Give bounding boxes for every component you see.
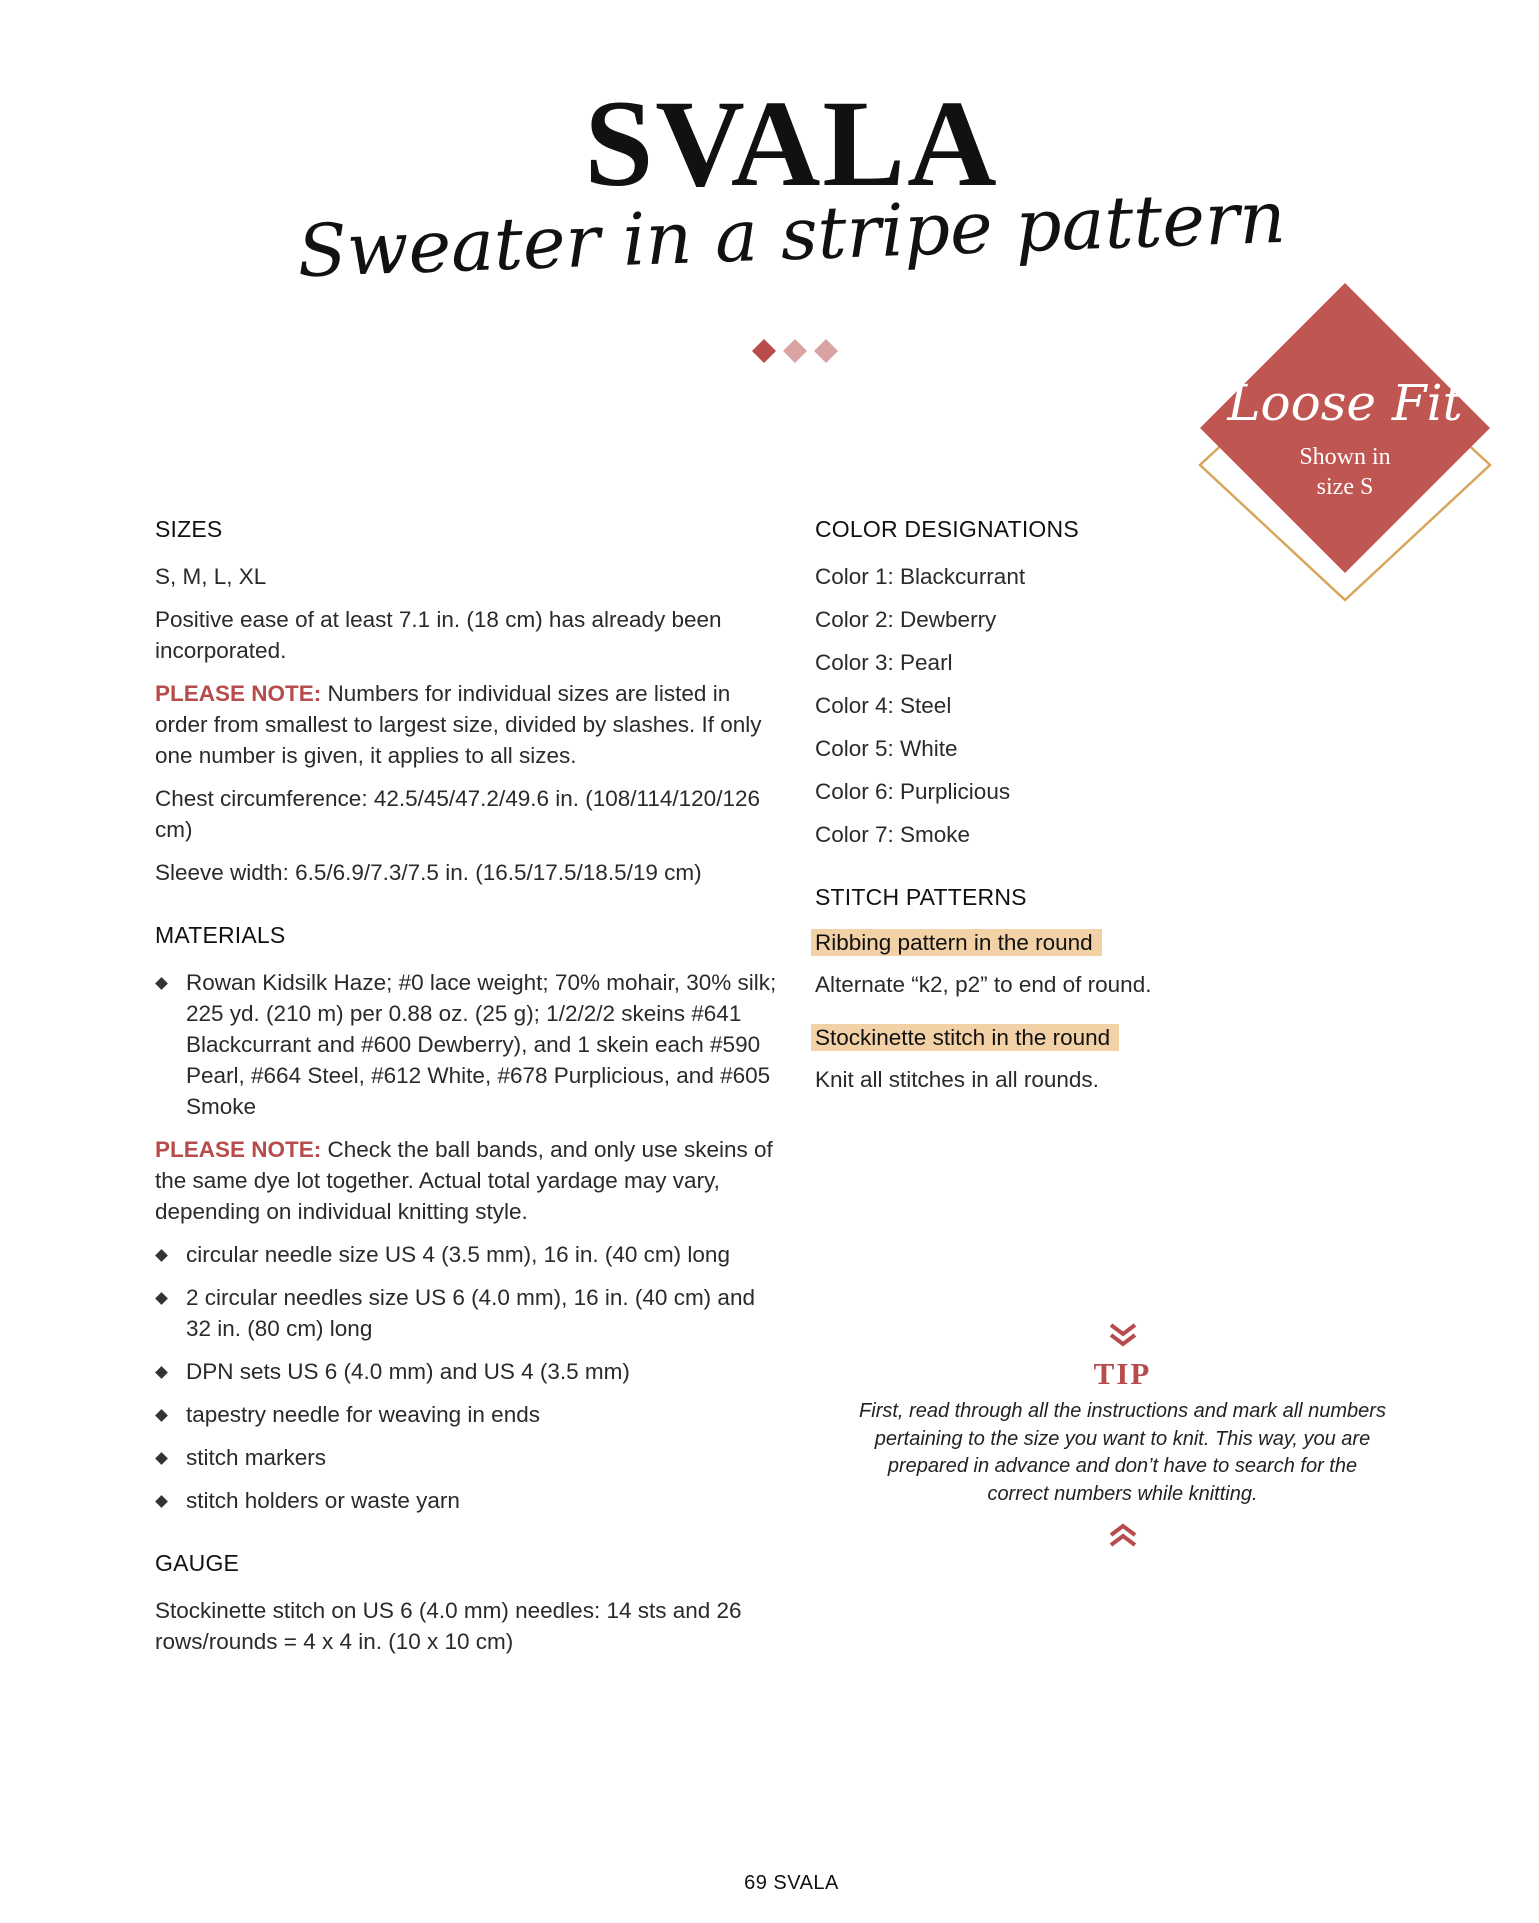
list-item	[155, 1399, 780, 1430]
list-item-text: tapestry needle for weaving in ends	[186, 1402, 540, 1427]
materials-heading: MATERIALS	[155, 922, 286, 948]
color-item: Color 7: Smoke	[815, 822, 971, 847]
stitch-patterns-section	[815, 880, 1345, 1095]
tip-text: First, read through all the instructions and mark all numbers pertaining to the size you want to knit. This way, you are prepared in advance and don’t have to search for the correct numbers while knitting.	[859, 1400, 1386, 1505]
color-item: Color 4: Steel	[815, 693, 952, 718]
gauge-text: Stockinette stitch on US 6 (4.0 mm) needles: 14 sts and 26 rows/rounds = 4 x 4 in. (10 x 10 cm)	[155, 1598, 742, 1654]
chest-circumference: Chest circumference: 42.5/45/47.2/49.6 in. (108/114/120/126 cm)	[155, 786, 760, 842]
gauge-heading: GAUGE	[155, 1550, 240, 1576]
list-item	[155, 1442, 780, 1473]
sizes-list: S, M, L, XL	[155, 564, 267, 589]
chevron-up-icon	[1108, 1522, 1138, 1548]
page-subtitle: Sweater in a stripe pattern	[296, 174, 1287, 294]
materials-note	[155, 1134, 780, 1227]
color-designations-section	[815, 512, 1345, 850]
diamond-bullet-icon	[155, 977, 168, 990]
pattern-name-ribbing: Ribbing pattern in the round	[811, 929, 1102, 956]
list-item	[155, 1356, 780, 1387]
sizes-note	[155, 678, 780, 771]
tools-list	[155, 1239, 780, 1516]
diamond-ornament-icon	[750, 337, 840, 365]
page-title: SVALA	[584, 75, 999, 212]
tip-title: TIP	[1093, 1356, 1152, 1391]
color-item: Color 3: Pearl	[815, 650, 953, 675]
list-item-text: circular needle size US 4 (3.5 mm), 16 in. (40 cm) long	[186, 1242, 730, 1267]
note-text: Numbers for individual sizes are listed in order from smallest to largest size, divided by slashes. If only one number is given, it applies to all sizes.	[155, 681, 762, 768]
color-item: Color 2: Dewberry	[815, 607, 997, 632]
list-item-text: DPN sets US 6 (4.0 mm) and US 4 (3.5 mm)	[186, 1359, 630, 1384]
list-item	[155, 1485, 780, 1516]
color-item: Color 5: White	[815, 736, 958, 761]
badge-script: Loose Fit	[1227, 374, 1463, 432]
diamond-bullet-icon	[155, 1366, 168, 1379]
diamond-bullet-icon	[155, 1249, 168, 1262]
list-item-text: 2 circular needles size US 6 (4.0 mm), 16 in. (40 cm) and 32 in. (80 cm) long	[186, 1285, 755, 1341]
stitch-patterns-heading: STITCH PATTERNS	[815, 884, 1027, 910]
chevron-down-icon	[1108, 1322, 1138, 1348]
yarn-list	[155, 967, 780, 1122]
list-item-text: stitch markers	[186, 1445, 327, 1470]
list-item	[155, 967, 780, 1122]
list-item-text: Rowan Kidsilk Haze; #0 lace weight; 70% mohair, 30% silk; 225 yd. (210 m) per 0.88 oz. (25 g); 1/2/2/2 skeins #641 Blackcurrant and #600 Dewberry), and 1 skein each #590 Pearl, #664 Steel, #612 White, #678 Purplicious, and #605 Smoke	[186, 970, 777, 1119]
diamond-bullet-icon	[155, 1452, 168, 1465]
note-text: Check the ball bands, and only use skeins of the same dye lot together. Actual total yardage may vary, depending on individual knitting style.	[155, 1137, 773, 1224]
right-column	[815, 512, 1345, 1107]
pattern-text-stockinette: Knit all stitches in all rounds.	[815, 1067, 1099, 1092]
diamond-bullet-icon	[155, 1292, 168, 1305]
color-item: Color 1: Blackcurrant	[815, 564, 1026, 589]
badge-line-2: size S	[1316, 474, 1374, 500]
page-number: 69 SVALA	[744, 1872, 839, 1894]
color-item: Color 6: Purplicious	[815, 779, 1011, 804]
pattern-name-stockinette: Stockinette stitch in the round	[811, 1024, 1119, 1051]
diamond-bullet-icon	[155, 1409, 168, 1422]
materials-section	[155, 918, 780, 1516]
left-column	[155, 512, 780, 1669]
sizes-section	[155, 512, 780, 888]
sizes-heading: SIZES	[155, 516, 223, 542]
badge-line-1: Shown in	[1299, 444, 1391, 470]
note-label: PLEASE NOTE:	[155, 1137, 322, 1162]
ease-text: Positive ease of at least 7.1 in. (18 cm) has already been incorporated.	[155, 607, 722, 663]
sleeve-width: Sleeve width: 6.5/6.9/7.3/7.5 in. (16.5/17.5/18.5/19 cm)	[155, 860, 702, 885]
pattern-text-ribbing: Alternate “k2, p2” to end of round.	[815, 972, 1152, 997]
list-item	[155, 1282, 780, 1344]
diamond-bullet-icon	[155, 1495, 168, 1508]
color-designations-heading: COLOR DESIGNATIONS	[815, 516, 1079, 542]
list-item	[155, 1239, 780, 1270]
gauge-section	[155, 1546, 780, 1657]
list-item-text: stitch holders or waste yarn	[186, 1488, 460, 1513]
note-label: PLEASE NOTE:	[155, 681, 322, 706]
tip-box	[855, 1322, 1390, 1548]
